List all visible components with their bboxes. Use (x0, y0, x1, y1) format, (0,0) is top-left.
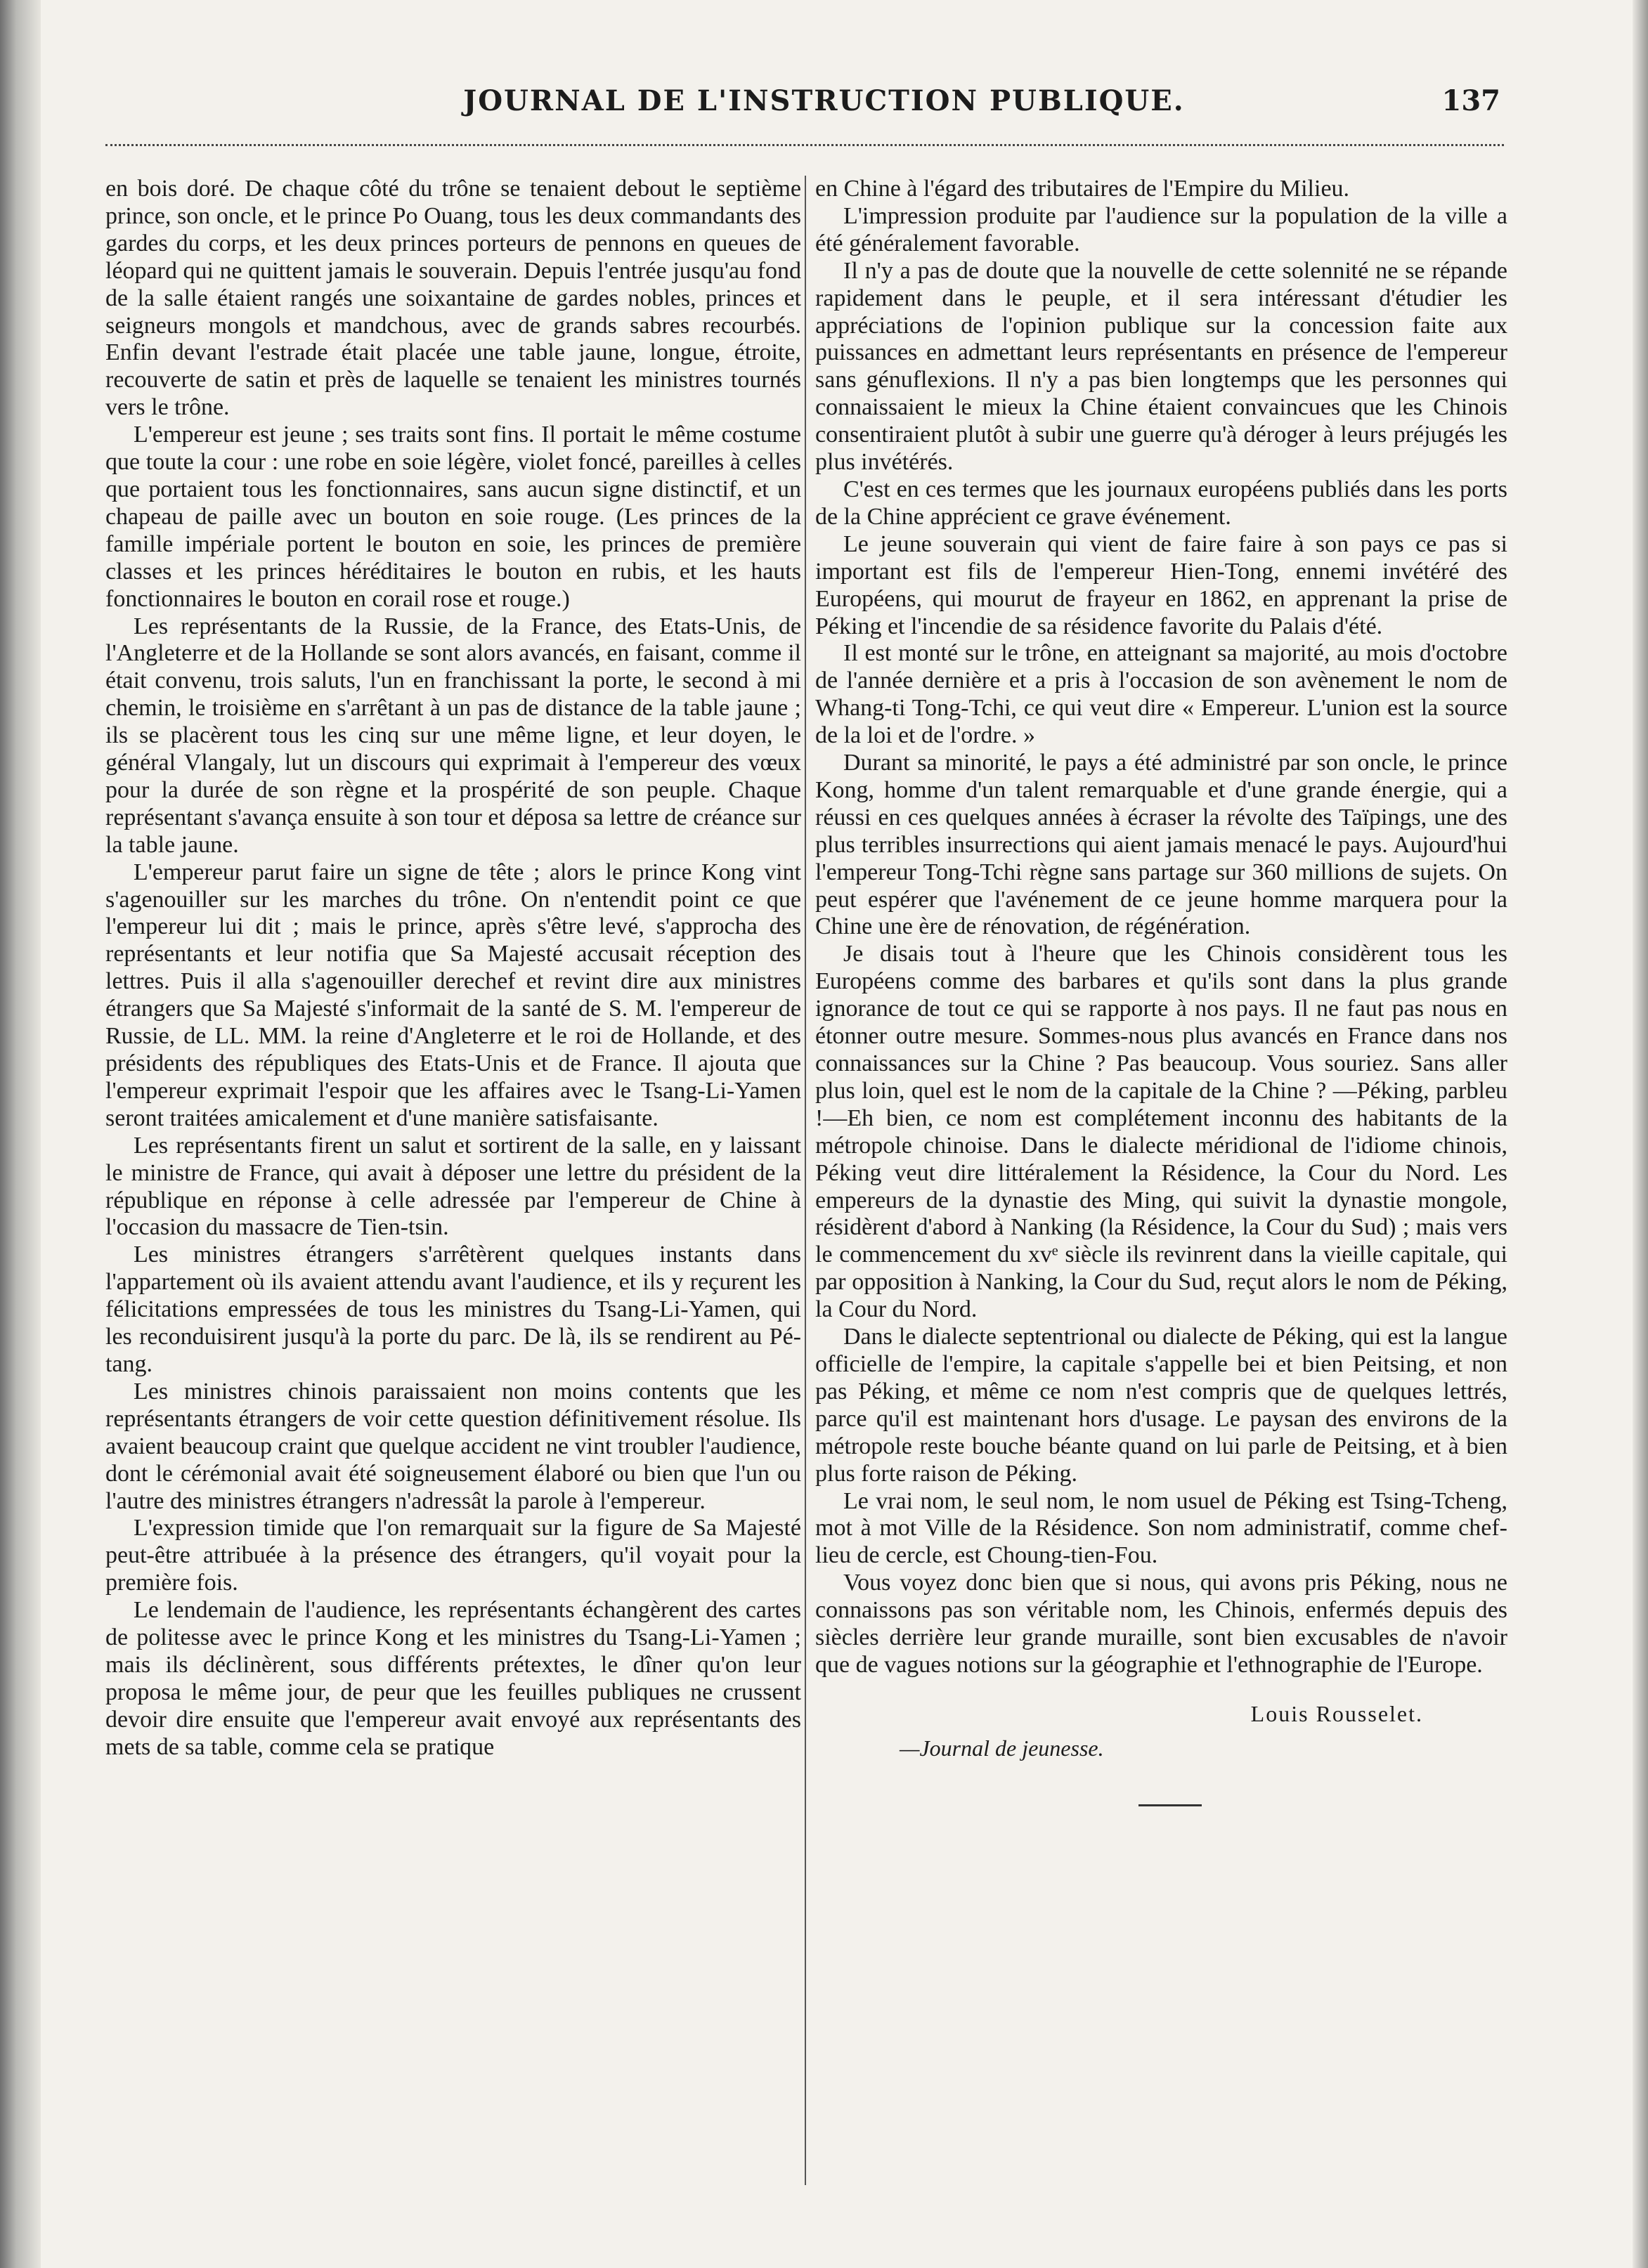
page-right-edge (1633, 0, 1648, 2268)
paragraph: Le lendemain de l'audience, les représentants échangèrent des cartes de politesse avec le prince Kong et les ministres du Tsang-Li-Yamen ; mais ils déclinèrent, sous différents prétextes, le dîner qu'on leur proposa le même jour, de peur que les feuilles publiques ne crussent devoir dire ensuite que l'empereur avait envoyé aux représentants des mets de sa table, comme cela se pratique (105, 1597, 801, 1760)
source-credit: —Journal de jeunesse. (900, 1735, 1104, 1761)
running-head (0, 84, 1648, 126)
paragraph: Durant sa minorité, le pays a été administré par son oncle, le prince Kong, homme d'un talent remarquable et d'une grande énergie, qui a réussi en ces quelques années à écraser la révolte des Taïpings, une des plus terribles insurrections qui aient jamais menacé le pays. Aujourd'hui l'empereur Tong-Tchi règne sans partage sur 360 millions de sujets. On peut espérer que l'avénement de ce jeune homme marquera pour la Chine une ère de rénovation, de régénération. (815, 750, 1507, 940)
paragraph: Les représentants firent un salut et sortirent de la salle, en y laissant le ministre de France, qui avait à déposer une lettre du président de la république en réponse à celle adressée par l'empereur de Chine à l'occasion du massacre de Tien-tsin. (105, 1132, 801, 1241)
paragraph: Les ministres étrangers s'arrêtèrent quelques instants dans l'appartement où ils avaient attendu avant l'audience, et ils y reçurent les félicitations empressées de tous les ministres du Tsang-Li-Yamen, qui les reconduisirent jusqu'à la porte du parc. De là, ils se rendirent au Pé-tang. (105, 1241, 801, 1377)
paragraph: Je disais tout à l'heure que les Chinois considèrent tous les Européens comme des barbares et qu'ils sont dans la plus grande ignorance de tout ce qui se rapporte à nos pays. Il ne faut pas nous en étonner outre mesure. Sommes-nous plus avancés en France dans nos connaissances sur la Chine ? Pas beaucoup. Vous souriez. Sans aller plus loin, quel est le nom de la capitale de la Chine ? —Péking, parbleu !—Eh bien, ce nom est complétement inconnu des habitants de la métropole chinoise. Dans le dialecte méridional de l'idiome chinois, Péking veut dire littéralement la Résidence, la Cour du Nord. Les empereurs de la dynastie des Ming, qui suivit la dynastie mongole, résidèrent d'abord à Nanking (la Résidence, la Cour du Sud) ; mais vers le commencement du xvᵉ siècle ils revinrent dans la vieille capitale, qui par opposition à Nanking, la Cour du Sud, reçut alors le nom de Péking, la Cour du Nord. (815, 941, 1507, 1323)
page-binding-edge (0, 0, 41, 2268)
column-divider (805, 176, 806, 2185)
paragraph: en bois doré. De chaque côté du trône se tenaient debout le septième prince, son oncle, et le prince Po Ouang, tous les deux commandants des gardes du corps, et les deux princes porteurs de pennons en queues de léopard qui ne quittent jamais le souverain. Depuis l'entrée jusqu'au fond de la salle étaient rangés une soixantaine de gardes nobles, princes et seigneurs mongols et mandchous, avec de grands sabres recourbés. Enfin devant l'estrade était placée une table jaune, longue, étroite, recouverte de satin et près de laquelle se tenaient les ministres tournés vers le trône. (105, 176, 801, 421)
paragraph: L'impression produite par l'audience sur la population de la ville a été généralement favorable. (815, 202, 1507, 256)
paragraph: Le vrai nom, le seul nom, le nom usuel de Péking est Tsing-Tcheng, mot à mot Ville de la Résidence. Son nom administratif, comme chef-lieu de cercle, est Choung-tien-Fou. (815, 1487, 1507, 1569)
paragraph: C'est en ces termes que les journaux européens publiés dans les ports de la Chine apprécient ce grave événement. (815, 476, 1507, 530)
paragraph: en Chine à l'égard des tributaires de l'Empire du Milieu. (815, 176, 1350, 202)
paragraph: Vous voyez donc bien que si nous, qui avons pris Péking, nous ne connaissons pas son véritable nom, les Chinois, enfermés depuis des siècles derrière leur grande muraille, sont bien excusables de n'avoir que de vagues notions sur la géographie et l'ethnographie de l'Europe. (815, 1570, 1507, 1678)
left-column (105, 176, 801, 2185)
paragraph: L'empereur est jeune ; ses traits sont fins. Il portait le même costume que toute la cour : une robe en soie légère, violet foncé, pareilles à celles que portaient tous les fonctionnaires, sans aucun signe distinctif, et un chapeau de paille avec un bouton en soie rouge. (Les princes de la famille impériale portent le bouton en soie, les princes de première classes et les princes héréditaires le bouton en rubis, et les hauts fonctionnaires le bouton en corail rose et rouge.) (105, 422, 801, 612)
right-column (815, 176, 1507, 2185)
paragraph: Dans le dialecte septentrional ou dialecte de Péking, qui est la langue officielle de l'empire, la capitale s'appelle bei et bien Peitsing, et non pas Péking, et même ce nom n'est compris que de quelques lettrés, parce qu'il est maintenant hors d'usage. Le paysan des environs de la métropole reste bouche béante quand on lui parle de Peitsing, et à bien plus forte raison de Péking. (815, 1324, 1507, 1487)
page-number: 137 (1441, 84, 1500, 117)
author-signature: Louis Rousselet. (1250, 1700, 1423, 1726)
end-rule (1138, 1804, 1202, 1806)
paragraph: Le jeune souverain qui vient de faire faire à son pays ce pas si important est fils de l'empereur Hien-Tong, ennemi invétéré des Européens, qui mourut de frayeur en 1862, en apprenant la prise de Péking et l'incendie de sa résidence favorite du Palais d'été. (815, 530, 1507, 639)
header-rule (105, 144, 1504, 146)
paragraph: Les représentants de la Russie, de la France, des Etats-Unis, de l'Angleterre et de la Hollande se sont alors avancés, en faisant, comme il était convenu, trois saluts, l'un en franchissant la porte, le second à mi chemin, le troisième en s'arrêtant à un pas de distance de la table jaune ; ils se placèrent tous les cinq sur une même ligne, et leur doyen, le général Vlangaly, lut un discours qui exprimait à l'empereur des vœux pour la durée de son règne et la prospérité de son peuple. Chaque représentant s'avança ensuite à son tour et déposa sa lettre de créance sur la table jaune. (105, 613, 801, 858)
journal-title: JOURNAL DE L'INSTRUCTION PUBLIQUE. (463, 84, 1185, 117)
paragraph: L'expression timide que l'on remarquait sur la figure de Sa Majesté peut-être attribuée à la présence des étrangers, qu'il voyait pour la première fois. (105, 1515, 801, 1596)
paragraph: L'empereur parut faire un signe de tête ; alors le prince Kong vint s'agenouiller sur les marches du trône. On n'entendit point ce que l'empereur lui dit ; mais le prince, après s'être levé, s'approcha des représentants et leur notifia que Sa Majesté accusait réception des lettres. Puis il alla s'agenouiller derechef et revint dire aux ministres étrangers que Sa Majesté s'informait de la santé de S. M. l'empereur de Russie, de LL. MM. la reine d'Angleterre et le roi de Hollande, et des présidents des républiques des Etats-Unis et de France. Il ajouta que l'empereur exprimait l'espoir que les affaires avec le Tsang-Li-Yamen seront traitées amicalement et d'une manière satisfaisante. (105, 859, 801, 1131)
paragraph: Il n'y a pas de doute que la nouvelle de cette solennité ne se répande rapidement dans le peuple, et il sera intéressant d'étudier les appréciations de l'opinion publique sur la concession faite aux puissances en admettant leurs représentants en présence de l'empereur sans génuflexions. Il n'y a pas bien longtemps que les personnes qui connaissaient le mieux la Chine étaient convaincues que les Chinois consentiraient plutôt à subir une guerre qu'à déroger à leurs préjugés les plus invétérés. (815, 257, 1507, 476)
paragraph: Il est monté sur le trône, en atteignant sa majorité, au mois d'octobre de l'année dernière et a pris à l'occasion de son avènement le nom de Whang-ti Tong-Tchi, ce qui veut dire « Empereur. L'union est la source de la loi et de l'ordre. » (815, 640, 1507, 749)
paragraph: Les ministres chinois paraissaient non moins contents que les représentants étrangers de voir cette question définitivement résolue. Ils avaient beaucoup craint que quelque accident ne vint troubler l'audience, dont le cérémonial avait été soigneusement élaboré ou bien que l'un ou l'autre des ministres étrangers n'adressât la parole à l'empereur. (105, 1378, 801, 1514)
